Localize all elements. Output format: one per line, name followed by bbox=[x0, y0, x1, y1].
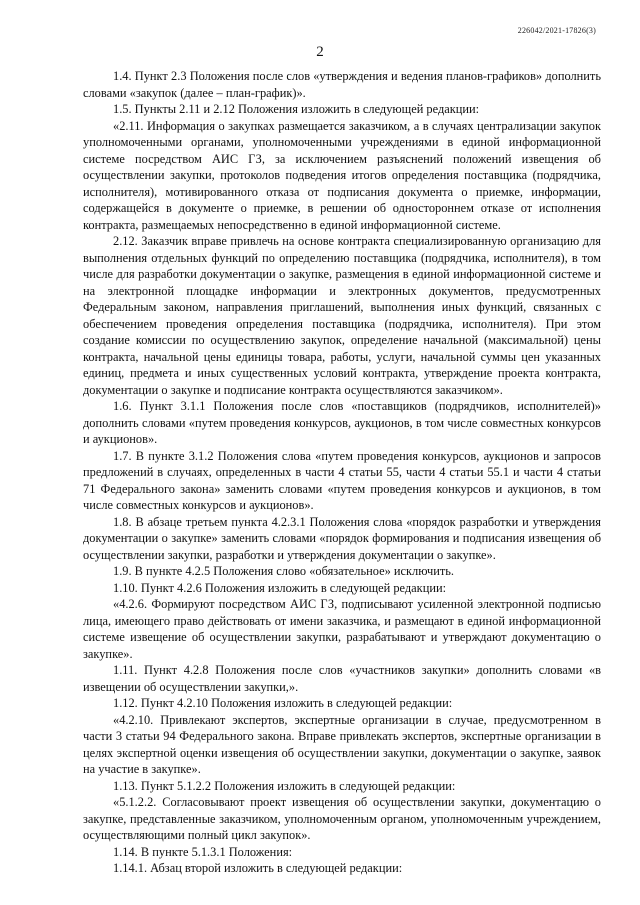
paragraph-1-12: 1.12. Пункт 4.2.10 Положения изложить в следующей редакции: bbox=[113, 696, 453, 710]
paragraph-1-13: 1.13. Пункт 5.1.2.2 Положения изложить в следующей редакции: bbox=[113, 778, 456, 793]
paragraph-4-2-10: «4.2.10. Привлекают экспертов, экспертные организации в случае, предусмотренном в части 3 статьи 94 Федерального закона. Вправе привлекать экспертов, экспертные организации в целях экспертной оценки извещения об осуществлении закупки, документации о закупке, заявок на участие в закупке». bbox=[83, 712, 601, 776]
paragraph-1-10: 1.10. Пункт 4.2.6 Положения изложить в следующей редакции: bbox=[113, 580, 447, 595]
paragraph-1-14-1: 1.14.1. Абзац второй изложить в следующей редакции: bbox=[113, 861, 403, 875]
paragraph-1-5: 1.5. Пункты 2.11 и 2.12 Положения изложить в следующей редакции: bbox=[113, 102, 480, 116]
paragraph-1-14: 1.14. В пункте 5.1.3.1 Положения: bbox=[113, 844, 293, 859]
document-body bbox=[83, 68, 601, 877]
paragraph-1-8: 1.8. В абзаце третьем пункта 4.2.3.1 Положения слова «порядок разработки и утверждения документации о закупке» заменить словами «порядок формирования и подписания извещения об осуществлении закупки, разработки и утверждения документации о закупке». bbox=[83, 514, 601, 562]
paragraph-1-7: 1.7. В пункте 3.1.2 Положения слова «путем проведения конкурсов, аукционов и запросов предложений в случаях, определенных в части 4 статьи 55, части 4 статьи 55.1 и части 4 статьи 71 Федерального закона» заменить словами «путем проведения конкурсов и аукционов, в том числе совместных конкурсов и аукционов». bbox=[83, 448, 601, 512]
paragraph-2-12: 2.12. Заказчик вправе привлечь на основе контракта специализированную организацию для выполнения отдельных функций по определению поставщика (подрядчика, исполнителя), в том числе для разработки документации о закупке, размещения в единой информационной системе и на электронной площадке информации и электронных документов, предусмотренных Федеральным законом, направления приглашений, выполнения иных функций, связанных с обеспечением проведения определения поставщика (подрядчика, исполнителя). При этом создание комиссии по осуществлению закупок, определение начальной (максимальной) цены контракта, начальной цены единицы товара, работы, услуги, начальной суммы цен указанных единиц, предмета и иных существенных условий контракта, утверждение проекта контракта, документации о закупке и подписание контракта осуществляются заказчиком». bbox=[83, 234, 601, 397]
paragraph-1-9: 1.9. В пункте 4.2.5 Положения слово «обязательное» исключить. bbox=[113, 564, 455, 578]
paragraph-5-1-2-2: «5.1.2.2. Согласовывают проект извещения об осуществлении закупки, документацию о закупке, представленные заказчиком, уполномоченным органом, уполномоченным учреждением, осуществляющими полный цикл закупок». bbox=[83, 795, 601, 842]
paragraph-1-11: 1.11. Пункт 4.2.8 Положения после слов «участников закупки» дополнить словами «в извещении об осуществлении закупки,». bbox=[83, 663, 601, 694]
paragraph-2-11: «2.11. Информация о закупках размещается заказчиком, а в случаях централизации закупок уполномоченными органами, уполномоченными учреждениями в единой информационной системе посредством АИС ГЗ, за исключением разъяснений положений извещения об осуществлении закупки, протоколов подведения итогов определения поставщика (подрядчика, исполнителя), мотивированного отказа от подписания документа о приемке, информации, содержащейся в документе о приемке, в решении об одностороннем отказе от исполнения контракта, размещаемых непосредственно в единой информационной системе. bbox=[83, 118, 601, 232]
paragraph-1-6: 1.6. Пункт 3.1.1 Положения после слов «поставщиков (подрядчиков, исполнителей)» дополнить словами «путем проведения конкурсов, аукционов, в том числе совместных конкурсов и аукционов». bbox=[83, 399, 601, 446]
paragraph-1-4: 1.4. Пункт 2.3 Положения после слов «утверждения и ведения планов-графиков» дополнить словами «закупок (далее – план-график)». bbox=[83, 69, 601, 100]
paragraph-4-2-6: «4.2.6. Формируют посредством АИС ГЗ, подписывают усиленной электронной подписью лица, имеющего право действовать от имени заказчика, и размещают в единой информационной системе извещение об осуществлении закупки, разрабатывают и утверждают документацию о закупке». bbox=[83, 597, 601, 661]
page-number: 2 bbox=[316, 44, 324, 60]
document-registration-number: 226042/2021-17826(3) bbox=[517, 26, 596, 35]
